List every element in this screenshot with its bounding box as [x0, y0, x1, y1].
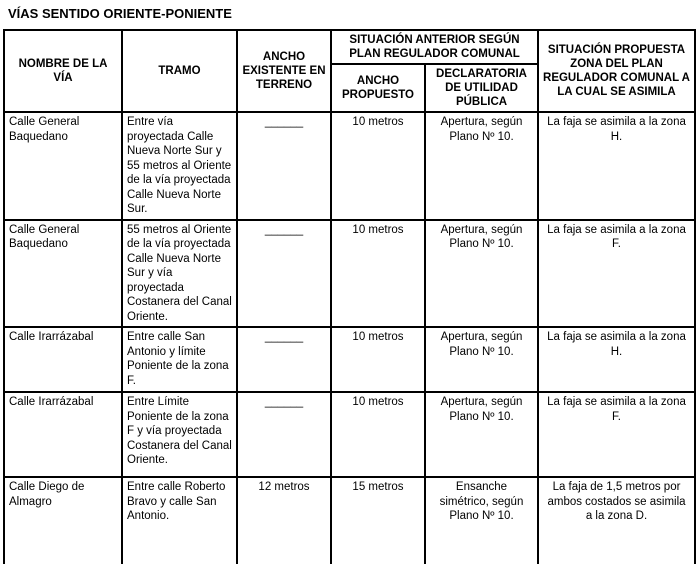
header-group-situacion-anterior: SITUACIÓN ANTERIOR SEGÚN PLAN REGULADOR COMUNAL	[331, 30, 538, 64]
cell-declaratoria: Apertura, según Plano Nº 10.	[425, 220, 538, 328]
cell-ancho-propuesto: 10 metros	[331, 220, 425, 328]
roads-table	[3, 29, 696, 564]
cell-tramo: Entre calle Roberto Bravo y calle San Antonio.	[122, 477, 237, 564]
header-nombre-via: NOMBRE DE LA VÍA	[4, 30, 122, 112]
cell-declaratoria: Apertura, según Plano Nº 10.	[425, 112, 538, 220]
table-header	[4, 30, 695, 112]
table-row	[4, 392, 695, 477]
cell-ancho-existente: ______	[237, 392, 331, 477]
cell-tramo: 55 metros al Oriente de la vía proyectada Calle Nueva Norte Sur y vía proyectada Costanera del Canal Oriente.	[122, 220, 237, 328]
header-declaratoria: DECLARATORIA DE UTILIDAD PÚBLICA	[425, 64, 538, 112]
cell-declaratoria: Apertura, según Plano Nº 10.	[425, 327, 538, 392]
header-situacion-propuesta: SITUACIÓN PROPUESTA ZONA DEL PLAN REGULADOR COMUNAL A LA CUAL SE ASIMILA	[538, 30, 695, 112]
cell-ancho-propuesto: 10 metros	[331, 327, 425, 392]
cell-ancho-existente: ______	[237, 112, 331, 220]
cell-ancho-propuesto: 10 metros	[331, 392, 425, 477]
cell-ancho-existente: ______	[237, 327, 331, 392]
table-body	[4, 112, 695, 564]
cell-situacion-propuesta: La faja de 1,5 metros por ambos costados se asimila a la zona D.	[538, 477, 695, 564]
cell-ancho-propuesto: 10 metros	[331, 112, 425, 220]
header-ancho-existente: ANCHO EXISTENTE EN TERRENO	[237, 30, 331, 112]
header-ancho-propuesto: ANCHO PROPUESTO	[331, 64, 425, 112]
cell-nombre: Calle General Baquedano	[4, 220, 122, 328]
cell-nombre: Calle Irarrázabal	[4, 392, 122, 477]
cell-nombre: Calle Irarrázabal	[4, 327, 122, 392]
header-tramo: TRAMO	[122, 30, 237, 112]
cell-situacion-propuesta: La faja se asimila a la zona F.	[538, 392, 695, 477]
cell-declaratoria: Ensanche simétrico, según Plano Nº 10.	[425, 477, 538, 564]
cell-tramo: Entre Límite Poniente de la zona F y vía proyectada Costanera del Canal Oriente.	[122, 392, 237, 477]
cell-tramo: Entre calle San Antonio y límite Poniente de la zona F.	[122, 327, 237, 392]
cell-nombre: Calle General Baquedano	[4, 112, 122, 220]
table-row	[4, 477, 695, 564]
cell-declaratoria: Apertura, según Plano Nº 10.	[425, 392, 538, 477]
table-row	[4, 327, 695, 392]
cell-ancho-propuesto: 15 metros	[331, 477, 425, 564]
table-row	[4, 220, 695, 328]
cell-nombre: Calle Diego de Almagro	[4, 477, 122, 564]
cell-ancho-existente: ______	[237, 220, 331, 328]
page-title: VÍAS SENTIDO ORIENTE-PONIENTE	[8, 6, 232, 21]
cell-tramo: Entre vía proyectada Calle Nueva Norte Sur y 55 metros al Oriente de la vía proyectada Calle Nueva Norte Sur.	[122, 112, 237, 220]
table-row	[4, 112, 695, 220]
cell-situacion-propuesta: La faja se asimila a la zona H.	[538, 327, 695, 392]
cell-situacion-propuesta: La faja se asimila a la zona F.	[538, 220, 695, 328]
cell-ancho-existente: 12 metros	[237, 477, 331, 564]
cell-situacion-propuesta: La faja se asimila a la zona H.	[538, 112, 695, 220]
